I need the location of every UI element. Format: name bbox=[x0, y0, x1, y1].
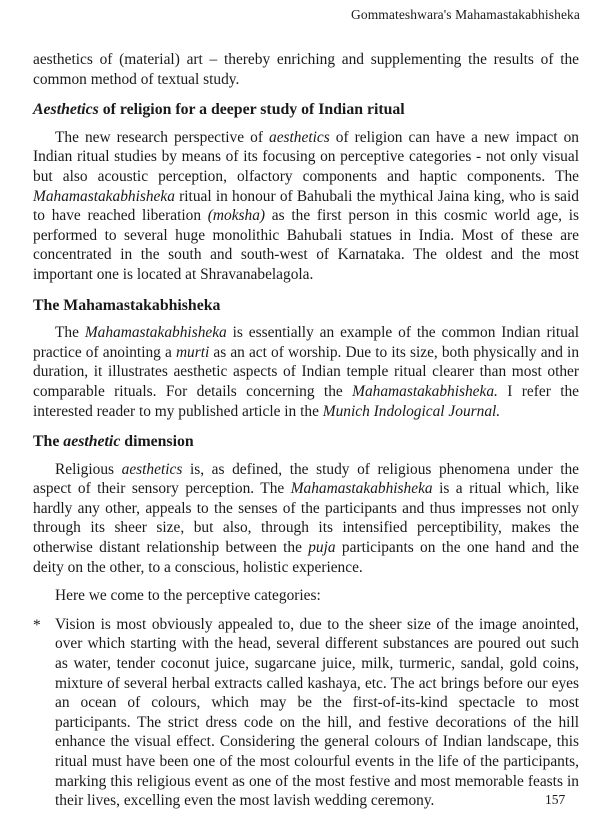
italic-term: Mahamastakabhisheka bbox=[290, 480, 433, 498]
page-body bbox=[33, 50, 579, 811]
italic-term: Mahamastakabhisheka. bbox=[352, 382, 498, 400]
text-run: The bbox=[55, 324, 85, 342]
text-run: as the first person in this cosmic world age, is performed to several huge monolithic Bahubali statues in India. Most of these are concentrated in the south and south-west of Karnataka. The oldest and the most important one is located at Shravanabelagola. bbox=[33, 207, 580, 283]
heading-italic-word: Aesthetics bbox=[33, 101, 99, 119]
section-heading-aesthetic-dimension bbox=[33, 432, 579, 452]
text-run: is, as defined, the study of religious phenomena under the aspect of their sensory perception. The bbox=[33, 460, 579, 498]
paragraph-religious-aesthetics bbox=[33, 460, 579, 578]
text-run: as an act of worship. Due to its size, both physically and in duration, it illustrates aesthetic aspects of Indian temple ritual clearer than most other comparable rituals. For details concerning the bbox=[33, 343, 580, 400]
bullet-marker: * bbox=[33, 616, 41, 634]
list-item-text: Vision is most obviously appealed to, due to the sheer size of the image anointed, over which starting with the head, several different substances are poured out such as water, tender coconut juice, sugarcane juice, milk, turmeric, sandal, gold coins, mixture of several herbal extracts called kashaya, etc. The act brings before our eyes an ocean of colours, which may be the first-of-its-kind spectacle to most participants. The strict dress code on the hill, and festive decorations of the hill enhance the visual effect. Considering the general colours of Indian landscape, this ritual must have been one of the most colourful events in the life of the participants, marking this religious event as one of the most festive and most memorable feasts in their lives, excelling even the most lavish wedding ceremony. bbox=[55, 615, 579, 810]
italic-term: Mahamastakabhisheka bbox=[84, 324, 227, 342]
heading-text: of religion for a deeper study of Indian ritual bbox=[98, 101, 405, 119]
section-heading-aesthetics-of-religion bbox=[33, 100, 579, 120]
text-run: The new research perspective of bbox=[55, 128, 269, 146]
paragraph-perceptive-categories: Here we come to the perceptive categories: bbox=[55, 587, 321, 605]
page-number: 157 bbox=[545, 792, 566, 807]
running-head: Gommateshwara's Mahamastakabhisheka bbox=[351, 7, 580, 22]
text-run: I refer the interested reader to my published article in the bbox=[33, 382, 579, 420]
text-run: is essentially an example of the common Indian ritual practice of anointing a bbox=[33, 324, 579, 361]
paragraph-anointing bbox=[33, 323, 579, 421]
italic-term: (moksha) bbox=[207, 207, 266, 225]
text-run: participants on the one hand and the deity on the other, to a conscious, holistic experience. bbox=[33, 539, 579, 576]
italic-term: puja bbox=[308, 539, 336, 557]
perceptive-categories-list bbox=[33, 615, 579, 811]
text-run: is a ritual which, like hardly any other, appeals to the senses of the participants and thus impresses not only through its sheer size, but also, through its intensified perceptibility, makes the otherwise distant relationship between the bbox=[33, 480, 579, 557]
italic-term: aesthetics bbox=[269, 128, 330, 146]
list-item-vision bbox=[33, 615, 579, 811]
paragraph-continuation: aesthetics of (material) art – thereby enriching and supplementing the results of the common method of textual study. bbox=[33, 51, 579, 88]
text-run: ritual in honour of Bahubali the mythical Jaina king, who is said to have reached liberation bbox=[33, 187, 579, 225]
text-run: Religious bbox=[55, 460, 122, 478]
text-run: of religion can have a new impact on Indian ritual studies by means of its focusing on perceptive categories - not only visual but also acoustic perception, olfactory components and haptic components. The bbox=[33, 128, 579, 185]
heading-text: dimension bbox=[120, 433, 194, 451]
italic-term: aesthetics bbox=[121, 460, 183, 478]
heading-italic-word: aesthetic bbox=[63, 433, 121, 451]
italic-term: murti bbox=[175, 343, 210, 361]
paragraph-research-perspective bbox=[33, 128, 579, 285]
journal-title: Munich Indological Journal. bbox=[322, 402, 501, 420]
section-heading-mahamastakabhisheka: The Mahamastakabhisheka bbox=[33, 296, 221, 314]
heading-text: The bbox=[33, 433, 64, 451]
italic-term: Mahamastakabhisheka bbox=[33, 187, 175, 205]
